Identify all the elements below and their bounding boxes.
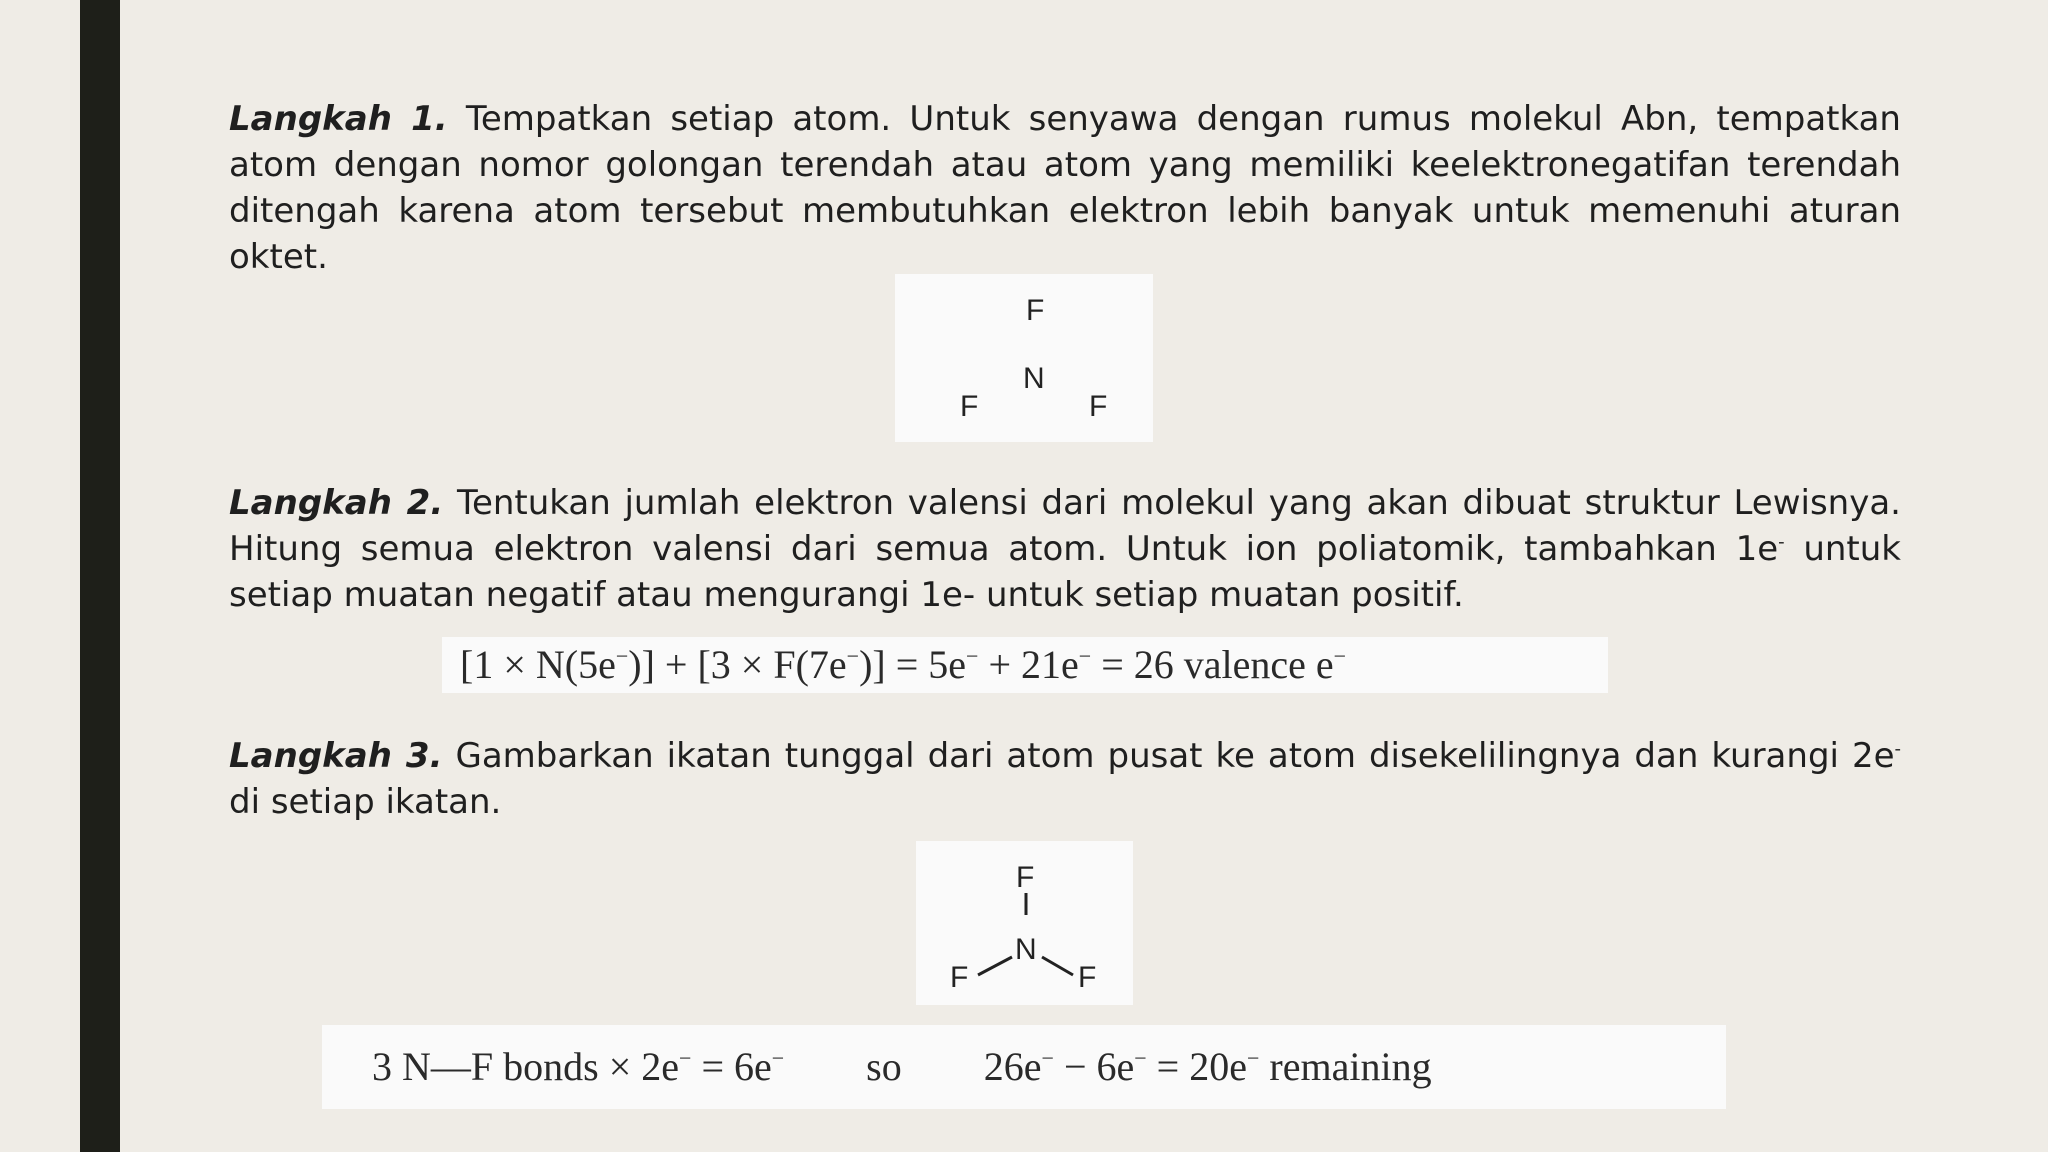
eq1-sup-2: −	[846, 643, 860, 669]
step-3-label: Langkah 3.	[229, 736, 443, 776]
step-3-text-b: di setiap ikatan.	[229, 782, 502, 822]
eq1-part-5: = 26 valence e	[1091, 642, 1334, 687]
eq2-part-1: 3 N—F bonds × 2e	[372, 1044, 680, 1089]
step-3-paragraph	[229, 733, 1901, 825]
eq1-part-2: )] + [3 × F(7e	[628, 642, 847, 687]
eq2-part-5: − 6e	[1053, 1044, 1135, 1089]
eq2-sup-6: −	[1246, 1045, 1260, 1071]
eq1-part-3: )] = 5e	[859, 642, 967, 687]
eq1-part-4: + 21e	[978, 642, 1079, 687]
eq2-so: so	[866, 1044, 902, 1089]
atom-f-left: F	[950, 961, 969, 994]
valence-electron-equation	[442, 637, 1608, 693]
eq2-sup-1: −	[679, 1045, 692, 1071]
atom-n-center: N	[1015, 933, 1037, 966]
bond-electron-equation	[322, 1025, 1726, 1109]
step-1-paragraph	[229, 96, 1901, 280]
eq1-sup-1: −	[615, 643, 629, 669]
eq2-sup-2: −	[771, 1045, 785, 1071]
eq2-part-4: 26e	[983, 1044, 1042, 1089]
step-2-text-b: untuk setiap muatan negatif atau mengurangi 1e- untuk setiap muatan positif.	[229, 529, 1901, 615]
eq1-sup-4: −	[1078, 643, 1092, 669]
step-1-label: Langkah 1.	[229, 99, 448, 139]
step-3-sup: -	[1894, 738, 1902, 760]
step-3-text-a: Gambarkan ikatan tunggal dari atom pusat ke atom disekelilingnya dan kurangi 2e	[442, 736, 1895, 776]
atom-placement-figure	[895, 274, 1153, 442]
eq2-sup-4: −	[1041, 1045, 1054, 1071]
slide-accent-bar	[80, 0, 120, 1152]
atom-f-right: F	[1078, 961, 1097, 994]
single-bond-figure	[916, 841, 1133, 1005]
eq2-sup-5: −	[1134, 1045, 1147, 1071]
eq2-part-7: remaining	[1259, 1044, 1432, 1089]
step-2-paragraph	[229, 480, 1901, 618]
atom-f-right: F	[1089, 390, 1108, 423]
atom-n-center: N	[1023, 362, 1045, 395]
step-1-text: Tempatkan setiap atom. Untuk senyawa dengan rumus molekul Abn, tempatkan atom dengan nomor golongan terendah atau atom yang memiliki keelektronegatifan terendah ditengah karena atom tersebut membutuhkan elektron lebih banyak untuk memenuhi aturan oktet.	[229, 99, 1901, 277]
atom-f-top: F	[1016, 861, 1035, 894]
eq2-part-2: = 6e	[691, 1044, 772, 1089]
atom-f-left: F	[960, 390, 979, 423]
eq1-sup-5: −	[1333, 643, 1347, 669]
atom-f-top: F	[1026, 294, 1045, 327]
step-2-text-a: Tentukan jumlah elektron valensi dari molekul yang akan dibuat struktur Lewisnya. Hitung semua elektron valensi dari semua atom. Untuk ion poliatomik, tambahkan 1e	[229, 483, 1901, 569]
step-2-sup: -	[1778, 531, 1785, 553]
eq1-part-1: [1 × N(5e	[460, 642, 616, 687]
eq2-part-6: = 20e	[1146, 1044, 1247, 1089]
eq1-sup-3: −	[966, 643, 979, 669]
step-2-label: Langkah 2.	[229, 483, 444, 523]
